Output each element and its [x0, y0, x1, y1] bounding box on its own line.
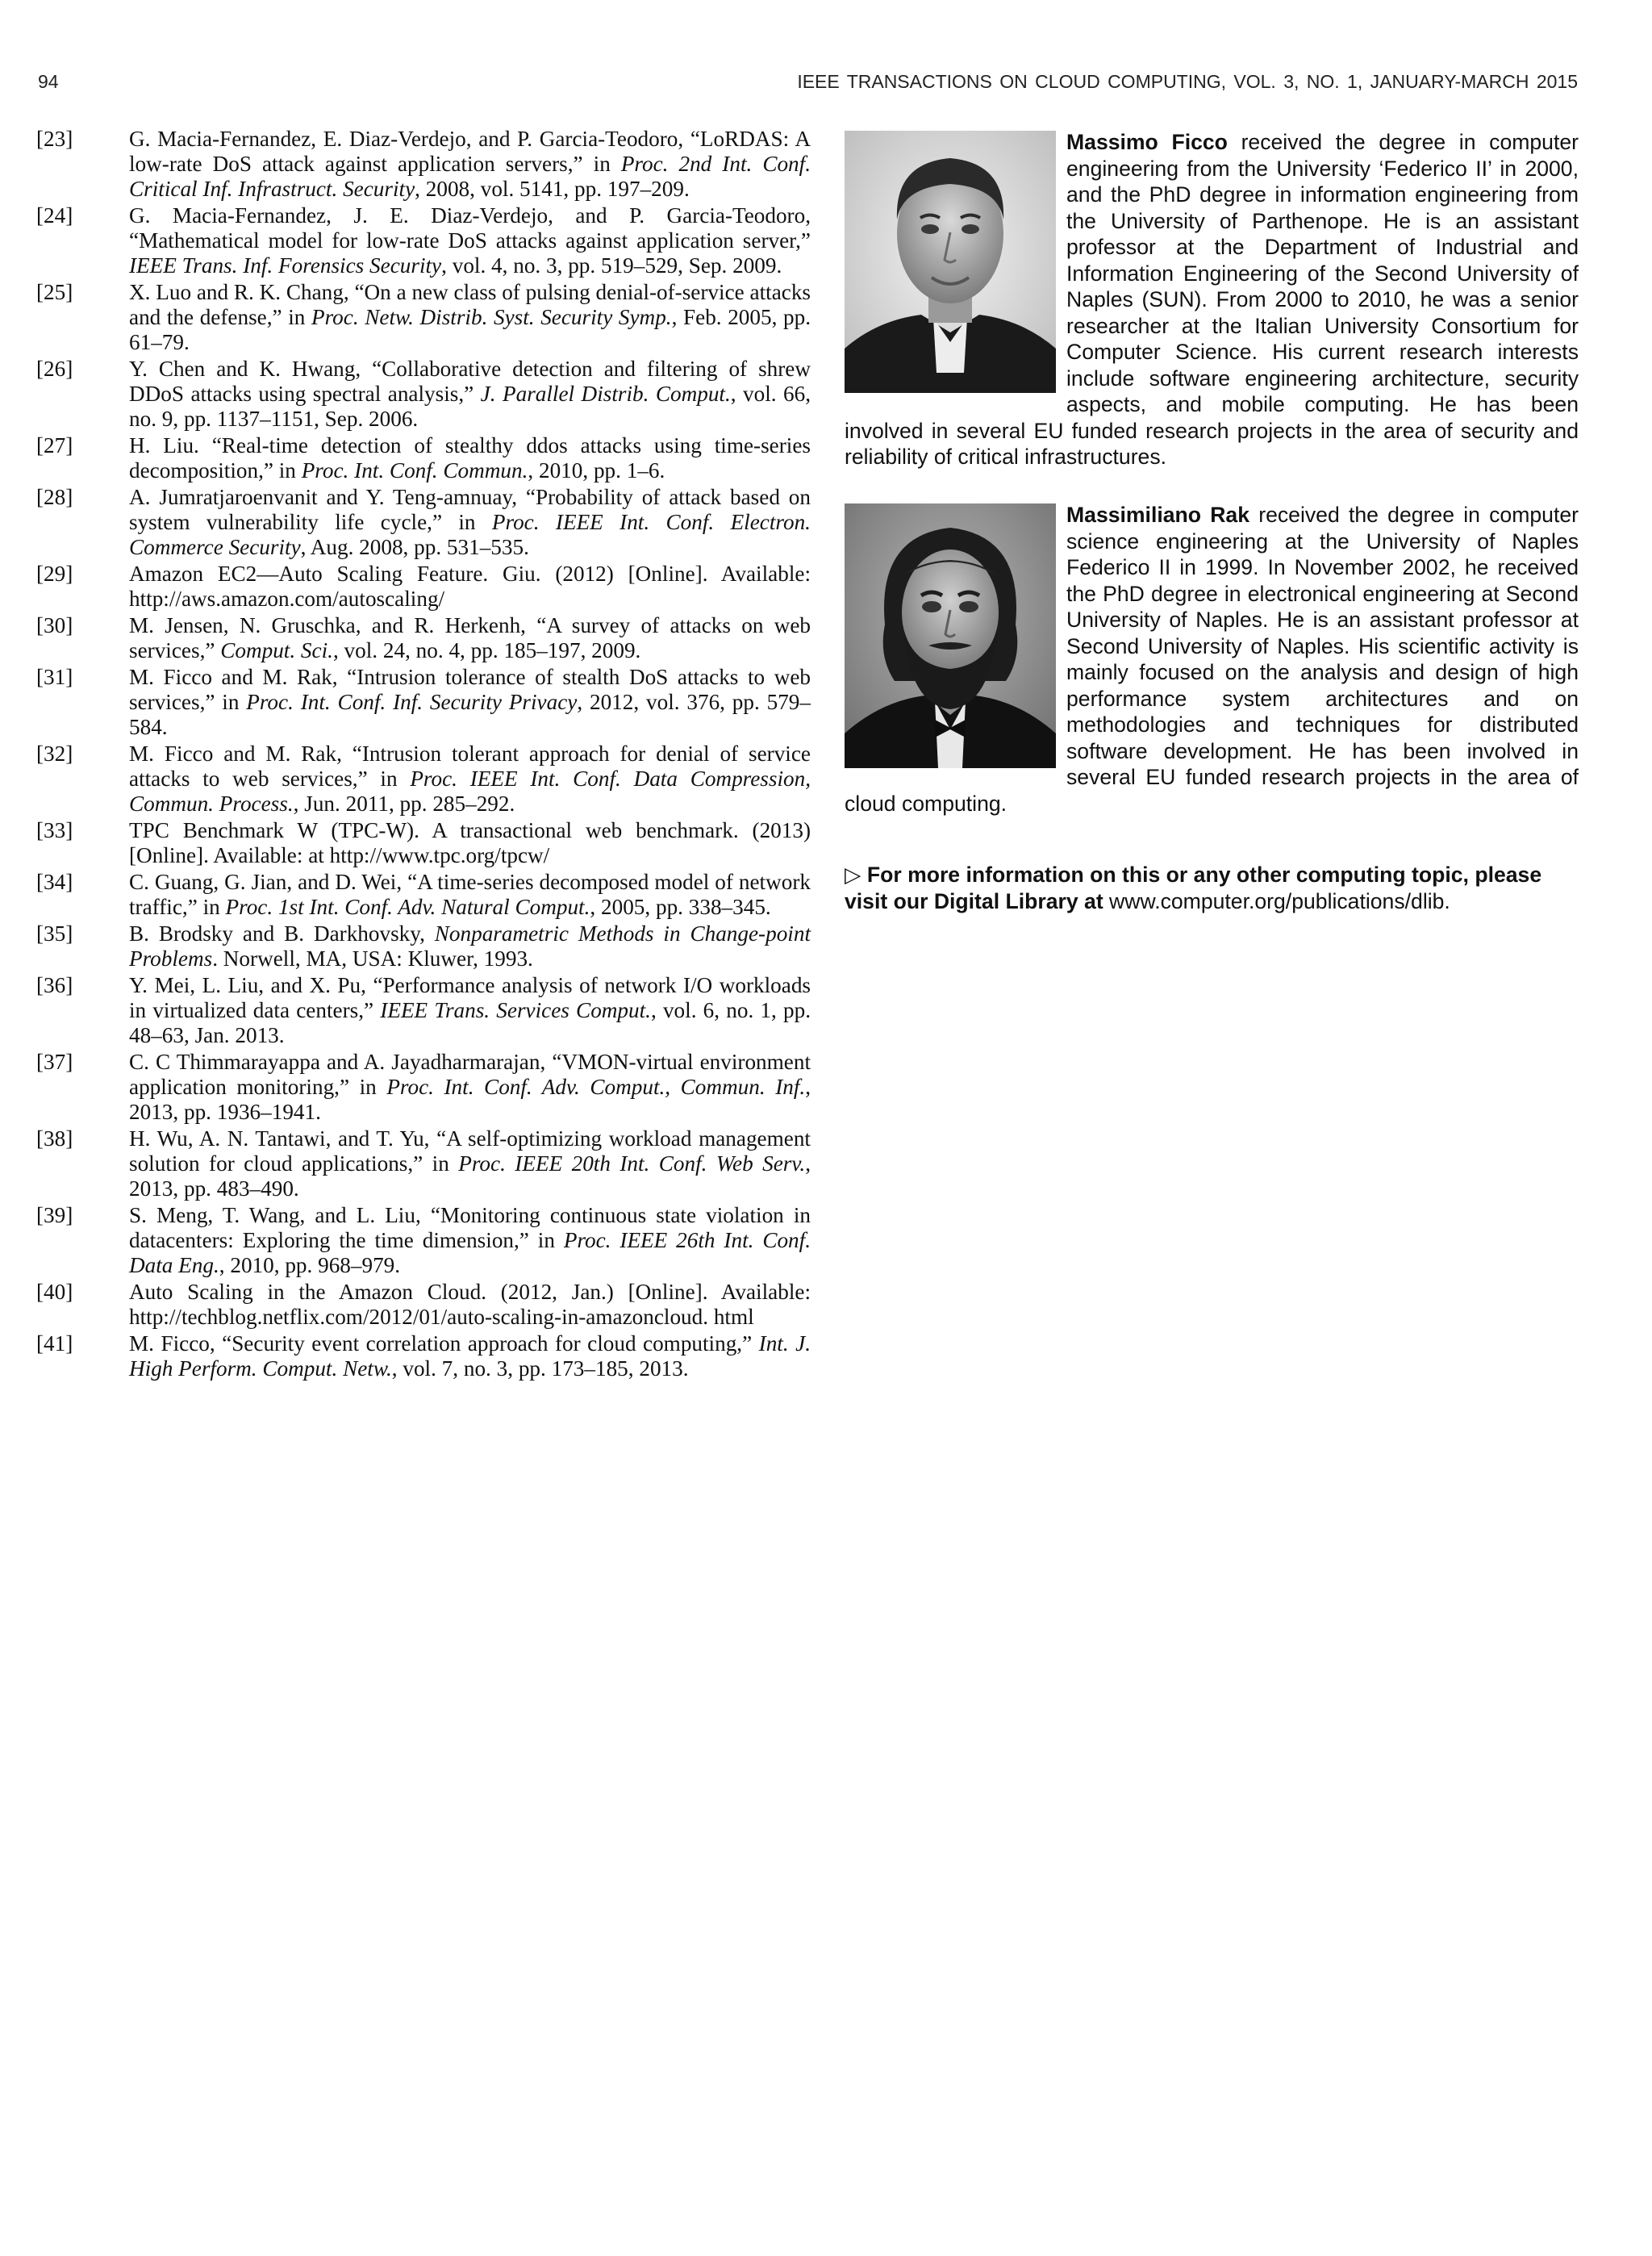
- reference-text: M. Ficco and M. Rak, “Intrusion tolerant approach for denial of service attacks to web services,” in: [129, 742, 811, 791]
- reference-entry: [36, 1331, 811, 1381]
- reference-entry: [36, 127, 811, 202]
- reference-text: . Norwell, MA, USA: Kluwer, 1993.: [212, 946, 533, 971]
- digital-library-note: [845, 862, 1579, 915]
- reference-number: [23]: [36, 127, 73, 151]
- reference-entry: [36, 1126, 811, 1201]
- reference-number: [28]: [36, 485, 73, 509]
- reference-text: TPC Benchmark W (TPC-W). A transactional web benchmark. (2013) [Online]. Available: at http://www.tpc.org/tpcw/: [129, 818, 811, 867]
- reference-venue: Proc. Int. Conf. Inf. Security Privacy: [246, 690, 578, 714]
- reference-text: , vol. 4, no. 3, pp. 519–529, Sep. 2009.: [441, 253, 782, 278]
- reference-entry: [36, 818, 811, 868]
- reference-text: , 2005, pp. 338–345.: [590, 895, 771, 919]
- reference-text: B. Brodsky and B. Darkhovsky,: [129, 921, 435, 946]
- reference-text: A. Jumratjaroenvanit and Y. Teng-amnuay, “Probability of attack based on system vulnerability life cycle,” in: [129, 485, 811, 534]
- bio-name-ficco: Massimo Ficco: [1066, 130, 1228, 154]
- reference-number: [26]: [36, 357, 73, 381]
- reference-number: [24]: [36, 203, 73, 228]
- triangle-right-icon: ▷: [845, 863, 861, 887]
- reference-entry: [36, 357, 811, 432]
- reference-entry: [36, 613, 811, 663]
- reference-number: [34]: [36, 870, 73, 894]
- reference-venue: Proc. IEEE Int. Conf. Electron. Commerce Security: [129, 510, 811, 559]
- reference-entry: [36, 433, 811, 483]
- reference-number: [30]: [36, 613, 73, 637]
- reference-text: , vol. 7, no. 3, pp. 173–185, 2013.: [391, 1356, 689, 1381]
- reference-text: , 2010, pp. 968–979.: [219, 1253, 401, 1277]
- reference-text: , 2010, pp. 1–6.: [528, 458, 665, 483]
- reference-text: X. Luo and R. K. Chang, “On a new class of pulsing denial-of-service attacks and the defense,” in: [129, 280, 811, 329]
- reference-text: H. Liu. “Real-time detection of stealthy ddos attacks using time-series decomposition,” in: [129, 433, 811, 483]
- author-photo-rak: [845, 503, 1056, 768]
- reference-venue: IEEE Trans. Services Comput.: [380, 998, 651, 1022]
- reference-text: , 2012, vol. 376, pp. 579–584.: [129, 690, 811, 739]
- reference-entry: [36, 665, 811, 740]
- digital-library-link[interactable]: www.computer.org/publications/dlib.: [1103, 889, 1450, 913]
- author-photo-ficco: [845, 131, 1056, 393]
- reference-entry: [36, 870, 811, 920]
- reference-entry: [36, 973, 811, 1048]
- reference-number: [36]: [36, 973, 73, 997]
- reference-number: [39]: [36, 1203, 73, 1227]
- reference-text: , 2013, pp. 483–490.: [129, 1151, 811, 1201]
- reference-number: [35]: [36, 921, 73, 946]
- reference-entry: [36, 280, 811, 355]
- reference-venue: Proc. IEEE 26th Int. Conf. Data Eng.: [129, 1228, 811, 1277]
- reference-text: , 2008, vol. 5141, pp. 197–209.: [415, 177, 690, 201]
- references-list: [36, 127, 811, 1383]
- reference-number: [25]: [36, 280, 73, 304]
- reference-text: Auto Scaling in the Amazon Cloud. (2012, Jan.) [Online]. Available: http://techblog.netflix.com/2012/01/auto-scaling-in-amazoncloud. html: [129, 1280, 811, 1329]
- reference-text: S. Meng, T. Wang, and L. Liu, “Monitoring continuous state violation in datacenters: Exploring the time dimension,” in: [129, 1203, 811, 1252]
- page-number: 94: [38, 71, 59, 92]
- bio-name-rak: Massimiliano Rak: [1066, 503, 1250, 527]
- reference-venue: IEEE Trans. Inf. Forensics Security: [129, 253, 442, 278]
- reference-number: [37]: [36, 1050, 73, 1074]
- reference-text: M. Ficco and M. Rak, “Intrusion tolerance of stealth DoS attacks to web services,” in: [129, 665, 811, 714]
- reference-venue: Proc. IEEE 20th Int. Conf. Web Serv.: [458, 1151, 806, 1176]
- reference-number: [29]: [36, 562, 73, 586]
- reference-text: H. Wu, A. N. Tantawi, and T. Yu, “A self-optimizing workload management solution for cloud applications,” in: [129, 1126, 811, 1176]
- reference-text: M. Jensen, N. Gruschka, and R. Herkenh, “A survey of attacks on web services,”: [129, 613, 811, 662]
- reference-venue: Proc. 1st Int. Conf. Adv. Natural Comput.: [225, 895, 590, 919]
- reference-number: [40]: [36, 1280, 73, 1304]
- reference-venue: Proc. 2nd Int. Conf. Critical Inf. Infrastruct. Security: [129, 152, 811, 201]
- reference-text: , vol. 66, no. 9, pp. 1137–1151, Sep. 2006.: [129, 382, 811, 431]
- reference-text: , vol. 24, no. 4, pp. 185–197, 2009.: [332, 638, 641, 662]
- reference-text: C. Guang, G. Jian, and D. Wei, “A time-series decomposed model of network traffic,” in: [129, 870, 811, 919]
- reference-entry: [36, 485, 811, 560]
- bio-text-rak: received the degree in computer science engineering at the University of Naples Federico II in 1999. In November 2002, he received the PhD degree in electronical engineering at Second University of Naples. He is an assistant professor at Second University of Naples. His scientific activity is mainly focused on the analysis and design of high performance system architectures and on methodologies and techniques for distributed software development. He has been involved in several EU funded research projects in the area of cloud computing.: [845, 503, 1579, 816]
- reference-entry: [36, 562, 811, 612]
- reference-venue: Proc. Netw. Distrib. Syst. Security Symp.: [311, 305, 672, 329]
- digital-library-note-text: For more information on this or any other computing topic, please visit our Digital Library at: [845, 863, 1542, 913]
- reference-number: [33]: [36, 818, 73, 842]
- reference-number: [41]: [36, 1331, 73, 1356]
- reference-text: , Feb. 2005, pp. 61–79.: [129, 305, 811, 354]
- reference-venue: Comput. Sci.: [220, 638, 333, 662]
- reference-venue: Nonparametric Methods in Change-point Problems: [129, 921, 811, 971]
- reference-text: M. Ficco, “Security event correlation approach for cloud computing,”: [129, 1331, 759, 1356]
- reference-entry: [36, 1050, 811, 1125]
- reference-number: [31]: [36, 665, 73, 689]
- bio-text-ficco: received the degree in computer engineering from the University ‘Federico II’ in 2000, and the PhD degree in information engineering from the University of Parthenope. He is an assistant professor at the Department of Industrial and Information Engineering of the Second University of Naples (SUN). From 2000 to 2010, he was a senior researcher at the Italian University Consortium for Computer Science. His current research interests include software engineering architecture, security aspects, and mobile computing. He has been involved in several EU funded research projects in the area of security and reliability of critical infrastructures.: [845, 130, 1579, 469]
- reference-text: , vol. 6, no. 1, pp. 48–63, Jan. 2013.: [129, 998, 811, 1047]
- reference-entry: [36, 203, 811, 278]
- reference-venue: Int. J. High Perform. Comput. Netw.: [129, 1331, 811, 1381]
- reference-text: , Jun. 2011, pp. 285–292.: [293, 792, 515, 816]
- reference-text: Amazon EC2—Auto Scaling Feature. Giu. (2012) [Online]. Available: http://aws.amazon.com/autoscaling/: [129, 562, 811, 611]
- reference-venue: Proc. Int. Conf. Adv. Comput., Commun. Inf.: [386, 1075, 806, 1099]
- reference-entry: [36, 921, 811, 971]
- reference-text: G. Macia-Fernandez, J. E. Diaz-Verdejo, and P. Garcia-Teodoro, “Mathematical model for low-rate DoS attacks against application server,”: [129, 203, 811, 253]
- reference-text: Y. Chen and K. Hwang, “Collaborative detection and filtering of shrew DDoS attacks using spectral analysis,”: [129, 357, 811, 406]
- reference-text: G. Macia-Fernandez, E. Diaz-Verdejo, and P. Garcia-Teodoro, “LoRDAS: A low-rate DoS attack against application servers,” in: [129, 127, 811, 176]
- reference-entry: [36, 1203, 811, 1278]
- portrait-ficco-image: [845, 131, 1056, 393]
- reference-venue: Proc. IEEE Int. Conf. Data Compression, Commun. Process.: [129, 767, 811, 816]
- reference-text: , Aug. 2008, pp. 531–535.: [300, 535, 529, 559]
- reference-number: [32]: [36, 742, 73, 766]
- bio-massimiliano-rak: [845, 502, 1579, 817]
- journal-title: IEEE TRANSACTIONS ON CLOUD COMPUTING, VOL. 3, NO. 1, JANUARY-MARCH 2015: [797, 71, 1578, 92]
- reference-text: C. C Thimmarayappa and A. Jayadharmarajan, “VMON-virtual environment application monitoring,” in: [129, 1050, 811, 1099]
- bio-massimo-ficco: [845, 129, 1579, 470]
- portrait-rak-image: [845, 503, 1056, 768]
- reference-text: Y. Mei, L. Liu, and X. Pu, “Performance analysis of network I/O workloads in virtualized data centers,”: [129, 973, 811, 1022]
- reference-entry: [36, 1280, 811, 1330]
- reference-venue: Proc. Int. Conf. Commun.: [301, 458, 528, 483]
- running-head: [38, 71, 1578, 95]
- reference-number: [27]: [36, 433, 73, 457]
- reference-venue: J. Parallel Distrib. Comput.: [480, 382, 731, 406]
- reference-number: [38]: [36, 1126, 73, 1151]
- reference-entry: [36, 742, 811, 817]
- reference-text: , 2013, pp. 1936–1941.: [129, 1075, 811, 1124]
